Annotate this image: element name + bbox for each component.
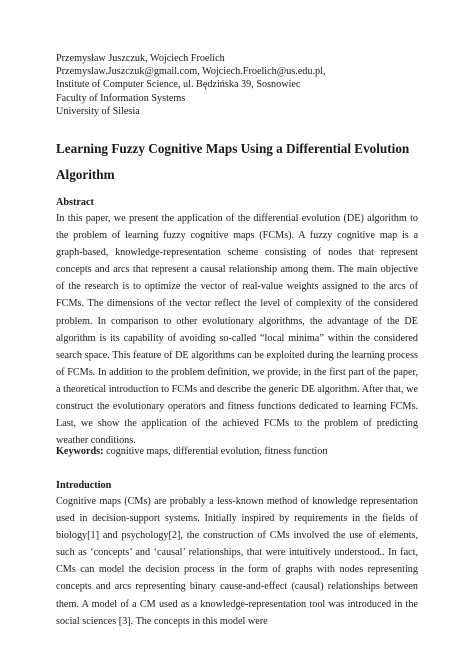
abstract-heading: Abstract xyxy=(56,197,94,208)
keywords-line xyxy=(56,446,327,457)
author-university: University of Silesia xyxy=(56,105,140,117)
introduction-text: Cognitive maps (CMs) are probably a less-known method of knowledge representation used in decision-support systems. Initially inspired by requirements in the fields of biology[1] and psychology[2], the construction of CMs involved the use of elements, such as ‘concepts’ and ‘causal’ relationships, that were intuitively understood.. In fact, CMs can model the decision process in the form of graphs with nodes representing concepts and arcs representing binary cause-and-effect (causal) relationships between them. A model of a CM used as a knowledge-representation tool was introduced in the social sciences [3]. The concepts in this model were xyxy=(56,496,418,627)
abstract-text: In this paper, we present the application of the differential evolution (DE) algorithm to the problem of learning fuzzy cognitive maps (FCMs). A fuzzy cognitive map is a graph-based, knowledge-representation scheme consisting of nodes that represent concepts and arcs that represent a causal relationship among them. The main objective of the research is to optimize the vector of real-value weights assigned to the arcs of FCMs. The dimensions of the vector reflect the level of complexity of the considered problem. In comparison to other evolutionary algorithms, the advantage of the DE algorithm is its capability of avoiding so-called “local minima” within the considered search space. This feature of DE algorithms can be exploited during the learning process of FCMs. In addition to the problem definition, we provide, in the first part of the paper, a theoretical introduction to FCMs and describe the generic DE algorithm. After that, we construct the evolutionary operators and fitness functions dedicated to learning FCMs. Last, we show the application of the achieved FCMs to the problem of predicting weather conditions. xyxy=(56,213,418,447)
paper-title: Learning Fuzzy Cognitive Maps Using a Differential Evolution Algorithm xyxy=(56,141,410,182)
author-emails: Przemyslaw.Juszczuk@gmail.com, Wojciech.Froelich@us.edu.pl, xyxy=(56,66,326,78)
keywords-value: cognitive maps, differential evolution, fitness function xyxy=(103,446,328,457)
introduction-heading: Introduction xyxy=(56,480,112,491)
author-faculty: Faculty of Information Systems xyxy=(56,92,186,104)
keywords-label: Keywords: xyxy=(56,446,104,457)
author-block xyxy=(56,52,325,118)
author-institute: Institute of Computer Science, ul. Będzińska 39, Sosnowiec xyxy=(56,79,301,91)
author-names: Przemysław Juszczuk, Wojciech Froelich xyxy=(56,53,225,64)
